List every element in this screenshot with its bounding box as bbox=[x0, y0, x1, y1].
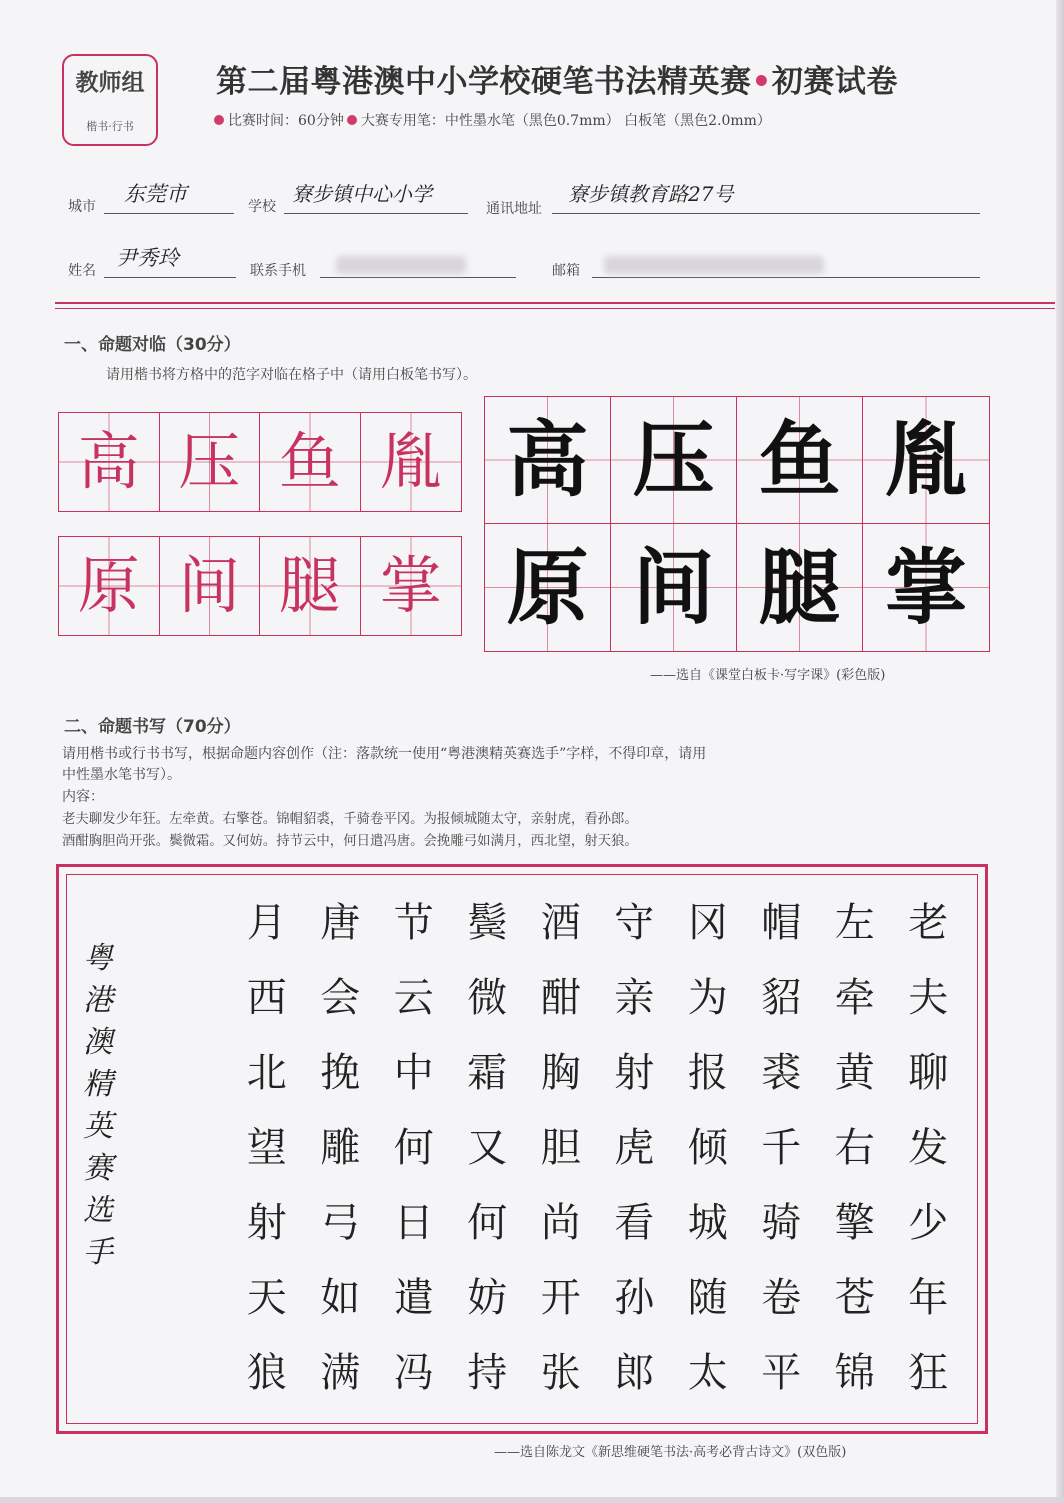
model-cell bbox=[737, 524, 863, 651]
divider bbox=[55, 308, 1055, 309]
handwritten-poem bbox=[230, 882, 965, 1407]
address-value: 寮步镇教育路27号 bbox=[568, 182, 734, 206]
model-cell bbox=[485, 524, 611, 651]
poem-char: 倾 bbox=[687, 1125, 728, 1171]
divider bbox=[55, 302, 1055, 304]
poem-char: 北 bbox=[246, 1050, 287, 1096]
copied-char: 高 bbox=[77, 425, 140, 498]
model-char: 间 bbox=[632, 539, 715, 636]
redacted-phone bbox=[336, 256, 466, 274]
poem-char: 遣 bbox=[393, 1275, 434, 1321]
badge-subtitle: 楷书·行书 bbox=[86, 120, 134, 133]
poem-char: 夫 bbox=[908, 975, 949, 1021]
poem-char: 弓 bbox=[320, 1200, 361, 1246]
section1-instruction: 请用楷书将方格中的范字对临在格子中（请用白板笔书写）。 bbox=[106, 367, 477, 383]
poem-char: 貂 bbox=[761, 975, 802, 1021]
poem-char: 年 bbox=[908, 1275, 949, 1321]
copied-char: 间 bbox=[178, 549, 241, 622]
section2-instruction-1: 请用楷书或行书书写，根据命题内容创作（注：落款统一使用“粤港澳精英赛选手”字样，不得印章，请用 bbox=[62, 746, 707, 762]
bullet-icon bbox=[214, 115, 224, 125]
copy-cell[interactable] bbox=[260, 537, 361, 635]
signature-char: 选 bbox=[83, 1193, 113, 1228]
copy-grid-row-1 bbox=[58, 412, 462, 512]
section2-heading: 二、命题书写（70分） bbox=[64, 717, 241, 737]
page-edge-right bbox=[1056, 0, 1064, 1503]
poem-char: 雕 bbox=[320, 1125, 361, 1171]
poem-char: 鬓 bbox=[467, 900, 508, 946]
poem-char: 平 bbox=[761, 1350, 802, 1396]
poem-char: 骑 bbox=[761, 1200, 802, 1246]
model-char: 掌 bbox=[884, 539, 967, 636]
bullet-icon bbox=[347, 115, 357, 125]
city-label: 城市 bbox=[68, 199, 96, 215]
model-cell bbox=[485, 397, 611, 524]
poem-char: 中 bbox=[393, 1050, 434, 1096]
poem-char: 挽 bbox=[320, 1050, 361, 1096]
copy-cell[interactable] bbox=[361, 537, 462, 635]
signature bbox=[70, 938, 126, 1274]
poem-char: 开 bbox=[540, 1275, 581, 1321]
poem-char: 狼 bbox=[246, 1350, 287, 1396]
poem-char: 冈 bbox=[687, 900, 728, 946]
poem-char: 少 bbox=[908, 1200, 949, 1246]
copied-char: 腿 bbox=[278, 549, 341, 622]
address-label: 通讯地址 bbox=[486, 201, 542, 217]
poem-char: 又 bbox=[467, 1125, 508, 1171]
section1-source: ——选自《课堂白板卡·写字课》(彩色版) bbox=[650, 668, 886, 683]
poem-char: 卷 bbox=[761, 1275, 802, 1321]
content-label: 内容： bbox=[62, 789, 104, 805]
poem-char: 霜 bbox=[467, 1050, 508, 1096]
poem-char: 冯 bbox=[393, 1350, 434, 1396]
poem-char: 日 bbox=[393, 1200, 434, 1246]
poem-char: 聊 bbox=[908, 1050, 949, 1096]
poem-char: 尚 bbox=[540, 1200, 581, 1246]
poem-char: 云 bbox=[393, 975, 434, 1021]
poem-char: 牵 bbox=[834, 975, 875, 1021]
poem-char: 擎 bbox=[834, 1200, 875, 1246]
page-title bbox=[216, 56, 898, 101]
section2-source: ——选自陈龙文《新思维硬笔书法·高考必背古诗文》(双色版) bbox=[494, 1445, 847, 1460]
model-char: 腿 bbox=[758, 539, 841, 636]
model-char: 胤 bbox=[884, 412, 967, 508]
redacted-email bbox=[604, 256, 824, 274]
copy-cell[interactable] bbox=[361, 413, 462, 511]
poem-char: 唐 bbox=[320, 900, 361, 946]
model-cell bbox=[863, 524, 989, 651]
poem-char: 会 bbox=[320, 975, 361, 1021]
signature-char: 赛 bbox=[83, 1151, 113, 1186]
model-cell bbox=[611, 524, 737, 651]
model-char-grid bbox=[484, 396, 990, 652]
name-value: 尹秀玲 bbox=[116, 246, 179, 270]
poem-char: 苍 bbox=[834, 1275, 875, 1321]
poem-char: 妨 bbox=[467, 1275, 508, 1321]
poem-char: 月 bbox=[246, 900, 287, 946]
signature-char: 港 bbox=[83, 983, 113, 1018]
model-char: 高 bbox=[506, 412, 589, 508]
copy-cell[interactable] bbox=[160, 413, 261, 511]
poem-char: 看 bbox=[614, 1200, 655, 1246]
poem-char: 裘 bbox=[761, 1050, 802, 1096]
poem-char: 射 bbox=[246, 1200, 287, 1246]
copy-grid-row-2 bbox=[58, 536, 462, 636]
poem-char: 报 bbox=[687, 1050, 728, 1096]
copied-char: 鱼 bbox=[278, 425, 341, 498]
poem-char: 右 bbox=[834, 1125, 875, 1171]
poem-char: 射 bbox=[614, 1050, 655, 1096]
signature-char: 英 bbox=[83, 1109, 113, 1144]
page-edge-bottom bbox=[0, 1497, 1064, 1503]
poem-char: 老 bbox=[908, 900, 949, 946]
poem-char: 酣 bbox=[540, 975, 581, 1021]
model-cell bbox=[737, 397, 863, 524]
poem-char: 满 bbox=[320, 1350, 361, 1396]
poem-char: 天 bbox=[246, 1275, 287, 1321]
school-label: 学校 bbox=[248, 199, 276, 215]
model-cell bbox=[863, 397, 989, 524]
title-suffix: 初赛试卷 bbox=[771, 64, 898, 100]
signature-char: 粤 bbox=[83, 941, 113, 976]
poem-char: 千 bbox=[761, 1125, 802, 1171]
poem-char: 发 bbox=[908, 1125, 949, 1171]
poem-char: 张 bbox=[540, 1350, 581, 1396]
section1-heading: 一、命题对临（30分） bbox=[64, 335, 241, 355]
poem-char: 持 bbox=[467, 1350, 508, 1396]
badge-title: 教师组 bbox=[75, 70, 145, 96]
copied-char: 掌 bbox=[379, 549, 442, 622]
copy-cell[interactable] bbox=[59, 413, 160, 511]
poem-char: 胸 bbox=[540, 1050, 581, 1096]
copied-char: 胤 bbox=[379, 425, 442, 498]
model-cell bbox=[611, 397, 737, 524]
poem-char: 太 bbox=[687, 1350, 728, 1396]
poem-char: 亲 bbox=[614, 975, 655, 1021]
poem-line-2: 酒酣胸胆尚开张。鬓微霜。又何妨。持节云中，何日遣冯唐。会挽雕弓如满月，西北望，射天狼。 bbox=[62, 834, 638, 849]
poem-char: 节 bbox=[393, 900, 434, 946]
name-label: 姓名 bbox=[68, 263, 96, 279]
poem-char: 城 bbox=[687, 1200, 728, 1246]
exam-time: 比赛时间：60分钟 bbox=[228, 113, 344, 129]
email-label: 邮箱 bbox=[552, 263, 580, 279]
poem-char: 左 bbox=[834, 900, 875, 946]
poem-char: 帽 bbox=[761, 900, 802, 946]
poem-char: 随 bbox=[687, 1275, 728, 1321]
poem-char: 守 bbox=[614, 900, 655, 946]
poem-char: 何 bbox=[467, 1200, 508, 1246]
signature-char: 手 bbox=[83, 1235, 113, 1270]
title-main: 第二届粤港澳中小学校硬笔书法精英赛 bbox=[216, 64, 752, 100]
exam-pen: 大赛专用笔：中性墨水笔（黑色0.7mm） 白板笔（黑色2.0mm） bbox=[360, 113, 771, 129]
poem-char: 虎 bbox=[614, 1125, 655, 1171]
exam-info bbox=[214, 110, 771, 130]
model-char: 压 bbox=[632, 412, 715, 508]
copied-char: 原 bbox=[77, 549, 140, 622]
signature-char: 精 bbox=[83, 1067, 113, 1102]
poem-char: 孙 bbox=[614, 1275, 655, 1321]
group-badge bbox=[62, 54, 158, 146]
poem-char: 望 bbox=[246, 1125, 287, 1171]
poem-char: 酒 bbox=[540, 900, 581, 946]
copy-cell[interactable] bbox=[59, 537, 160, 635]
city-value: 东莞市 bbox=[124, 182, 187, 206]
section2-instruction-2: 中性墨水笔书写）。 bbox=[62, 767, 181, 783]
poem-char: 西 bbox=[246, 975, 287, 1021]
poem-char: 狂 bbox=[908, 1350, 949, 1396]
poem-char: 胆 bbox=[540, 1125, 581, 1171]
poem-char: 郎 bbox=[614, 1350, 655, 1396]
phone-label: 联系手机 bbox=[250, 263, 306, 279]
title-dot-icon: • bbox=[751, 64, 772, 100]
poem-char: 何 bbox=[393, 1125, 434, 1171]
school-value: 寮步镇中心小学 bbox=[292, 182, 432, 206]
poem-char: 为 bbox=[687, 975, 728, 1021]
model-char: 鱼 bbox=[758, 412, 841, 508]
poem-char: 微 bbox=[467, 975, 508, 1021]
signature-char: 澳 bbox=[83, 1025, 113, 1060]
model-char: 原 bbox=[506, 539, 589, 636]
copied-char: 压 bbox=[178, 425, 241, 498]
poem-char: 黄 bbox=[834, 1050, 875, 1096]
copy-cell[interactable] bbox=[260, 413, 361, 511]
copy-cell[interactable] bbox=[160, 537, 261, 635]
poem-char: 锦 bbox=[834, 1350, 875, 1396]
poem-line-1: 老夫聊发少年狂。左牵黄。右擎苍。锦帽貂裘，千骑卷平冈。为报倾城随太守，亲射虎，看孙郎。 bbox=[62, 812, 638, 827]
poem-char: 如 bbox=[320, 1275, 361, 1321]
